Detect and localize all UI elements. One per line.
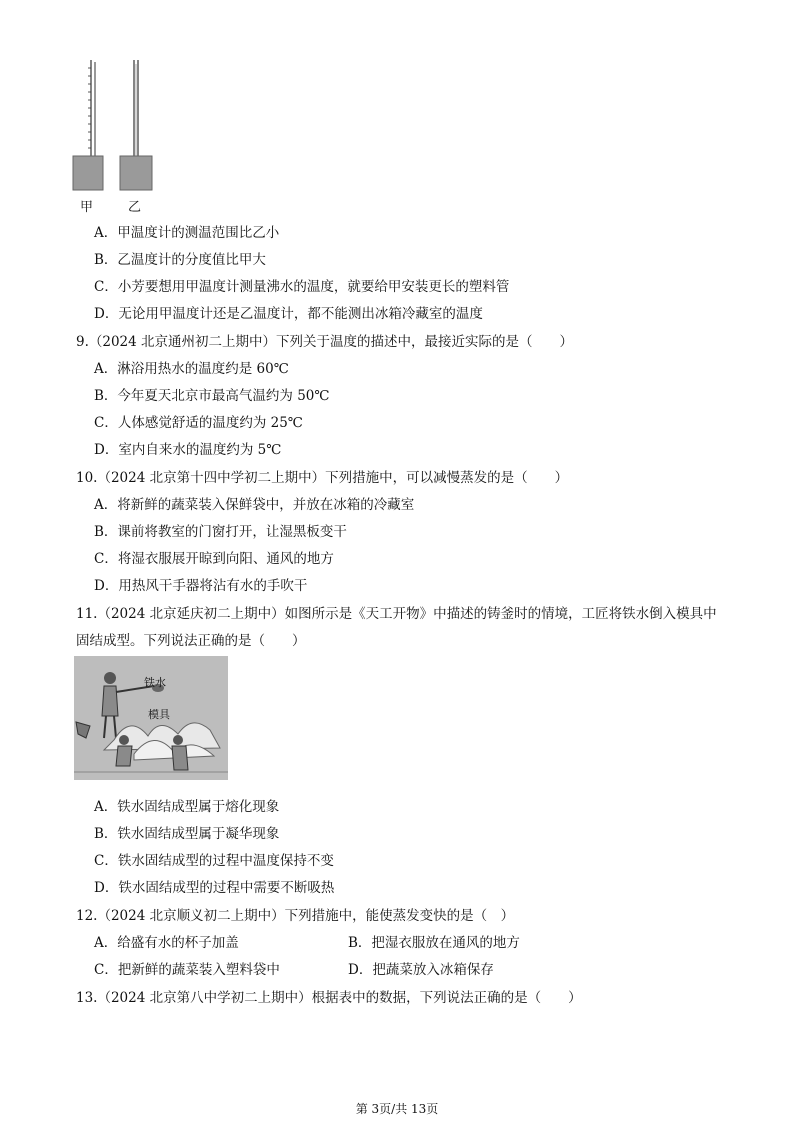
q11-option-b: B．铁水固结成型属于凝华现象 — [94, 826, 280, 842]
thermometer-label-yi: 乙 — [128, 200, 142, 215]
q10-option-a: A．将新鲜的蔬菜装入保鲜袋中，并放在冰箱的冷藏室 — [94, 497, 415, 513]
casting-illustration — [74, 656, 228, 780]
casting-label-mold: 模具 — [148, 708, 170, 721]
thermometer-label-jia: 甲 — [80, 200, 94, 215]
q10-stem: 10.（2024 北京第十四中学初二上期中）下列措施中，可以减慢蒸发的是（ ） — [76, 470, 569, 486]
q8-option-d: D．无论用甲温度计还是乙温度计，都不能测出冰箱冷藏室的温度 — [94, 306, 483, 322]
q12-option-c: C．把新鲜的蔬菜装入塑料袋中 — [94, 962, 280, 978]
thermometer-figure — [66, 56, 166, 216]
q12-option-d: D．把蔬菜放入冰箱保存 — [348, 962, 494, 978]
q11-stem-line2: 固结成型。下列说法正确的是（ ） — [76, 633, 306, 649]
q9-option-a: A．淋浴用热水的温度约是 60℃ — [94, 361, 289, 377]
q11-option-a: A．铁水固结成型属于熔化现象 — [94, 799, 280, 815]
q9-option-c: C．人体感觉舒适的温度约为 25℃ — [94, 415, 303, 431]
q11-stem-line1: 11.（2024 北京延庆初二上期中）如图所示是《天工开物》中描述的铸釜时的情境，工匠将铁水倒入模具中 — [76, 606, 717, 622]
q9-stem: 9.（2024 北京通州初二上期中）下列关于温度的描述中，最接近实际的是（ ） — [76, 334, 574, 350]
q10-option-b: B．课前将教室的门窗打开，让湿黑板变干 — [94, 524, 347, 540]
q12-option-b: B．把湿衣服放在通风的地方 — [348, 935, 520, 951]
q12-stem: 12.（2024 北京顺义初二上期中）下列措施中，能使蒸发变快的是（ ） — [76, 908, 515, 924]
q8-option-c: C．小芳要想用甲温度计测量沸水的温度，就要给甲安装更长的塑料管 — [94, 279, 510, 295]
q12-option-a: A．给盛有水的杯子加盖 — [94, 935, 239, 951]
q9-option-b: B．今年夏天北京市最高气温约为 50℃ — [94, 388, 330, 404]
q11-option-c: C．铁水固结成型的过程中温度保持不变 — [94, 853, 334, 869]
q10-option-d: D．用热风干手器将沾有水的手吹干 — [94, 578, 308, 594]
q10-option-c: C．将湿衣服展开晾到向阳、通风的地方 — [94, 551, 334, 567]
casting-label-iron: 铁水 — [144, 676, 166, 689]
page-footer: 第 3页/共 13页 — [355, 1102, 439, 1116]
q8-option-a: A．甲温度计的测温范围比乙小 — [94, 225, 280, 241]
q9-option-d: D．室内自来水的温度约为 5℃ — [94, 442, 282, 458]
q13-stem: 13.（2024 北京第八中学初二上期中）根据表中的数据，下列说法正确的是（ ） — [76, 990, 582, 1006]
thermometer-drawing — [66, 56, 166, 216]
q8-option-b: B．乙温度计的分度值比甲大 — [94, 252, 266, 268]
q11-option-d: D．铁水固结成型的过程中需要不断吸热 — [94, 880, 335, 896]
